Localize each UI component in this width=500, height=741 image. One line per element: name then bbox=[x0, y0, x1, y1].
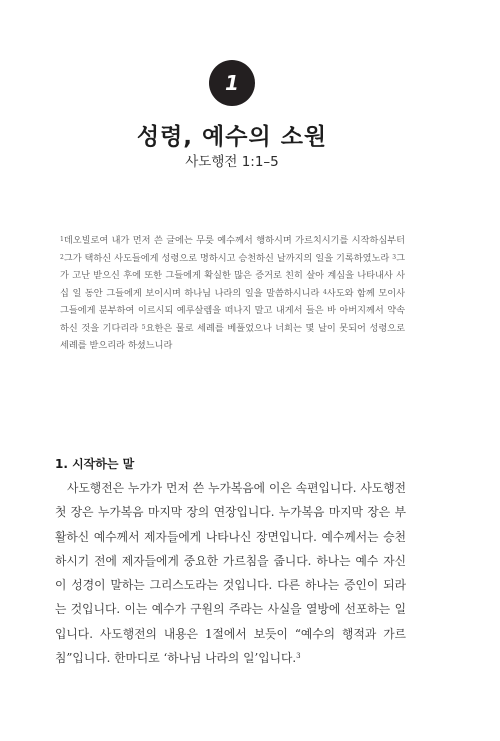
body-paragraph-block bbox=[55, 476, 406, 670]
footnote-marker: 3 bbox=[296, 652, 301, 661]
verse-text: 사도와 함께 모이사 그들에게 분부하여 이르시되 예루살렘을 떠나지 말고 내게서 들은 바 아버지께서 약속하신 것을 기다리라 bbox=[60, 287, 405, 334]
verse-text: 요한은 물로 세례를 베풀었으나 너희는 몇 날이 못되어 성령으로 세례를 받으리라 하셨느니라 bbox=[60, 322, 405, 351]
verse-number: 3 bbox=[392, 253, 397, 261]
verse-text: 그가 택하신 사도들에게 성령으로 명하시고 승천하신 날까지의 일을 기록하였노라 bbox=[63, 252, 393, 264]
verse-text: 그가 고난 받으신 후에 또한 그들에게 확실한 많은 증거로 친히 살아 계심을 나타내사 사십 일 동안 그들에게 보이시며 하나님 나라의 일을 말씀하시니라 bbox=[60, 252, 405, 299]
chapter-title: 성령, 예수의 소원 bbox=[136, 124, 328, 150]
chapter-number-badge bbox=[209, 60, 255, 106]
section-heading: 1. 시작하는 말 bbox=[55, 457, 135, 471]
verse-number: 2 bbox=[60, 253, 64, 261]
verse-text: 데오빌로여 내가 먼저 쓴 글에는 무릇 예수께서 행하시며 가르치시기를 시작하심부터 bbox=[63, 235, 405, 246]
body-paragraph bbox=[55, 476, 406, 670]
scripture-reference: 사도행전 1:1–5 bbox=[185, 154, 279, 170]
verse-number: 5 bbox=[141, 323, 146, 331]
paragraph-text: 사도행전은 누가가 먼저 쓴 누가복음에 이은 속편입니다. 사도행전 첫 장은 누가복음 마지막 장의 연장입니다. 누가복음 마지막 장은 부활하신 예수께서 제자들에게 나타나신 장면입니다. 예수께서는 승천하시기 전에 제자들에게 중요한 가르침을 줍니다. 하나는 예수 자신이 성경이 말하는 그리스도라는 것입니다. 다른 하나는 증인이 되라는 것입니다. 이는 예수가 구원의 주라는 사실을 열방에 선포하는 일입니다. 사도행전의 내용은 1절에서 보듯이 “예수의 행적과 가르침”입니다. 한마디로 ‘하나님 나라의 일’입니다. bbox=[55, 481, 406, 666]
verse-number: 4 bbox=[323, 288, 327, 296]
verse-number: 1 bbox=[60, 236, 64, 243]
scripture-passage bbox=[60, 232, 405, 355]
chapter-number: 1 bbox=[225, 71, 239, 95]
